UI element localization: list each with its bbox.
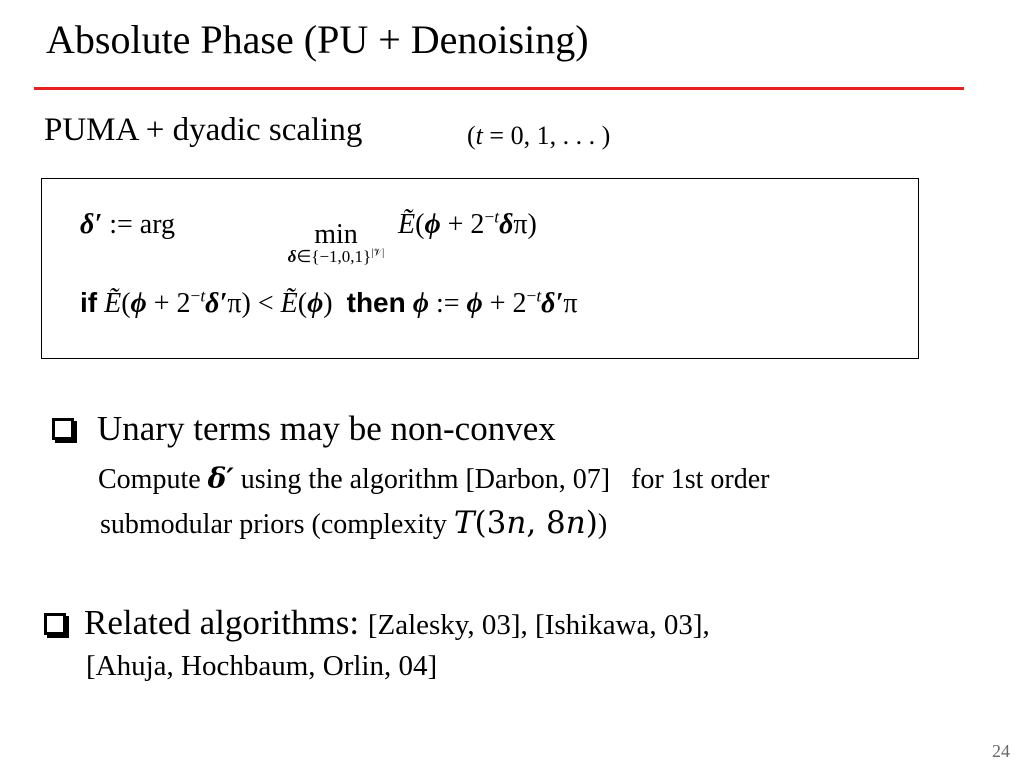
min-label: min <box>314 219 358 250</box>
bullet-1-detail-line2: submodular priors (complexity T(3n, 8n)) <box>100 505 608 541</box>
checkbox-bullet-icon <box>44 613 66 635</box>
detail-order: for 1st order <box>631 464 770 495</box>
bullet-2-refs-line1: [Zalesky, 03], [Ishikawa, 03], <box>367 609 710 641</box>
formula-line2: if Ẽ(ϕ + $2^{-t}\delta'\pi$) < Ẽ(ϕ) then ϕ := $\phi + 2^{-t}\delta'\pi$ <box>80 286 578 319</box>
bullet-2-line1 <box>84 603 710 643</box>
subheading-range: (t = 0, 1, . . . ) <box>467 121 611 150</box>
slide-title: Absolute Phase (PU + Denoising) <box>46 17 589 62</box>
checkbox-bullet-icon <box>52 418 74 440</box>
title-rule <box>34 87 964 90</box>
bullet-2-refs-line2: [Ahuja, Hochbaum, Orlin, 04] <box>86 650 438 682</box>
bullet-2-heading: Related algorithms: <box>84 603 360 642</box>
detail-submodular: submodular priors (complexity <box>100 509 447 540</box>
complexity-expression: T <box>453 505 475 541</box>
detail-close-paren: ) <box>597 509 608 540</box>
subheading: PUMA + dyadic scaling <box>44 112 363 148</box>
argmin-block <box>254 219 418 267</box>
if-keyword: if <box>80 287 98 318</box>
page-number: 24 <box>992 741 1010 761</box>
bullet-1-detail-line1 <box>98 462 770 496</box>
detail-compute: Compute <box>98 464 201 495</box>
bullet-1-heading: Unary terms may be non-convex <box>97 409 556 448</box>
formula-box <box>41 178 919 359</box>
then-keyword: then <box>346 287 406 318</box>
min-subscript: $\delta\in\{-1,0,1\}^{|𝒱|}$ <box>287 247 385 266</box>
detail-algorithm: using the algorithm [Darbon, 07] <box>240 464 611 495</box>
formula-line1-lhs: δ′ := arg <box>80 209 176 240</box>
delta-prime-symbol: δ′ <box>207 462 234 495</box>
formula-line1-rhs: Ẽ(ϕ + $2^{-t}\delta\pi$) <box>398 207 537 240</box>
